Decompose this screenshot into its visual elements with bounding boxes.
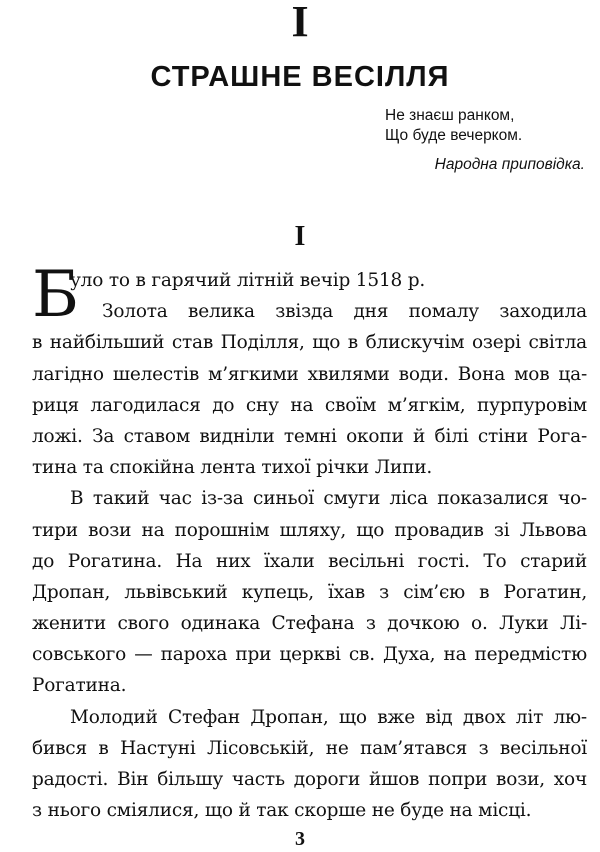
body-line-text: уло то в гарячий літній вечір 1518 р. <box>70 270 426 291</box>
body-text <box>32 258 587 826</box>
drop-cap: Б <box>32 258 79 332</box>
body-line: тири вози на порошнім шляху, що провадив зі Львова <box>32 519 587 541</box>
body-line: тина та спокійна лента тихої річки Липи. <box>32 457 433 479</box>
body-line: бився в Настуні Лісовській, не пам’ятався з весільної <box>32 737 587 759</box>
body-line: в найбільший став Поділля, що в блискучім озері світла <box>32 332 587 354</box>
body-line: риця лагодилася до сну на своїм м’ягкім, пурпуровім <box>32 394 587 416</box>
body-line: В такий час із-за синьої смуги ліса показалися чо- <box>70 488 587 510</box>
epigraph <box>385 106 522 146</box>
body-line: Дропан, львівський купець, їхав з сім’єю в Рогатин, <box>32 581 587 603</box>
body-line: з нього сміялися, що й так скорше не буде на місці. <box>32 800 532 822</box>
body-line: ложі. За ставом видніли темні окопи й білі стіни Рога- <box>32 425 587 447</box>
body-line: Рогатина. <box>32 675 127 697</box>
body-line: до Рогатина. На них їхали весільні гості. То старий <box>32 550 587 572</box>
page-number: 3 <box>295 828 305 850</box>
epigraph-line: Що буде вечерком. <box>385 127 523 144</box>
page-title: СТРАШНЕ ВЕСІЛЛЯ <box>150 61 450 93</box>
epigraph-source: Народна приповідка. <box>434 156 585 173</box>
body-line: Золота велика звізда дня помалу заходила <box>102 301 587 323</box>
epigraph-line: Не знаєш ранком, <box>385 107 515 124</box>
body-line: радості. Він більшу часть дороги йшов попри вози, хоч <box>32 769 587 790</box>
body-line: Молодий Стефан Дропан, що вже від двох літ лю- <box>70 706 587 728</box>
body-line: лагідно шелестів м’ягкими хвилями води. Вона мов ца- <box>32 363 587 385</box>
chapter-numeral: I <box>294 221 306 252</box>
body-line: женити свого одинака Стефана з дочкою о. Луки Лі- <box>32 613 587 635</box>
part-numeral: I <box>291 0 309 46</box>
body-line: совського — пароха при церкві св. Духа, на передмістю <box>32 644 587 666</box>
